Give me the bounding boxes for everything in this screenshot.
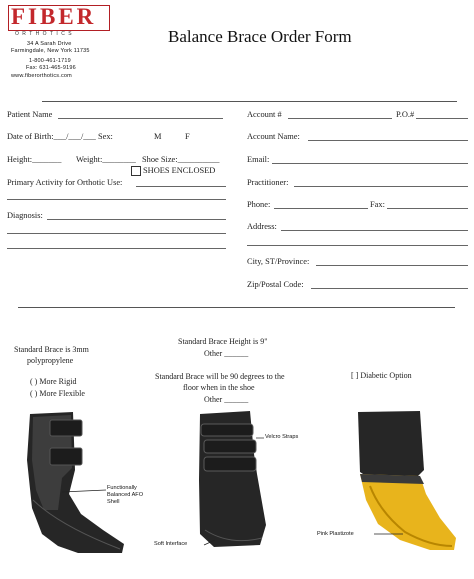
- afo-callout-line-2: Balanced AFO: [107, 492, 144, 498]
- velcro-callout: Velcro Straps: [265, 434, 299, 440]
- city-field[interactable]: [316, 265, 468, 266]
- section-divider: [18, 307, 455, 308]
- address-city: Farmingdale, New York 11735: [11, 48, 90, 54]
- height-label[interactable]: Height:_______: [7, 155, 62, 164]
- sex-m-option[interactable]: M: [154, 132, 162, 141]
- phone-field[interactable]: [274, 208, 368, 209]
- dob-label[interactable]: Date of Birth:___/___/___ Sex:: [7, 132, 113, 141]
- height-other-field[interactable]: Other ______: [204, 349, 249, 358]
- po-number-field[interactable]: [416, 118, 468, 119]
- diagnosis-line-2[interactable]: [7, 233, 226, 234]
- address-web: www.fiberorthotics.com: [11, 73, 72, 79]
- po-number-label: P.O.#: [396, 110, 415, 119]
- logo-subtitle: ORTHOTICS: [15, 31, 75, 37]
- account-name-label: Account Name:: [247, 132, 300, 141]
- diagnosis-line-3[interactable]: [7, 248, 226, 249]
- plastizote-callout: Pink Plastizote: [317, 531, 354, 537]
- primary-activity-line-2[interactable]: [7, 199, 226, 200]
- primary-activity-field[interactable]: [136, 186, 226, 187]
- shoes-enclosed-label: SHOES ENCLOSED: [143, 166, 216, 175]
- material-note-line-1: Standard Brace is 3mm: [14, 345, 89, 354]
- phone-label: Phone:: [247, 200, 271, 209]
- zip-field[interactable]: [311, 288, 468, 289]
- more-flexible-option[interactable]: ( ) More Flexible: [30, 389, 85, 398]
- city-label: City, ST/Province:: [247, 257, 310, 266]
- practitioner-label: Practitioner:: [247, 178, 289, 187]
- account-number-label: Account #: [247, 110, 282, 119]
- fax-label: Fax:: [370, 200, 385, 209]
- angle-note-line-1: Standard Brace will be 90 degrees to the: [155, 372, 285, 381]
- zip-label: Zip/Postal Code:: [247, 280, 304, 289]
- fax-field[interactable]: [387, 208, 468, 209]
- account-number-field[interactable]: [288, 118, 392, 119]
- address-line-2[interactable]: [247, 245, 468, 246]
- address-fax: Fax: 631-465-9196: [26, 65, 76, 71]
- weight-label[interactable]: Weight:________: [76, 155, 136, 164]
- angle-other-field[interactable]: Other ______: [204, 395, 249, 404]
- afo-brace-image: [27, 412, 124, 553]
- account-name-field[interactable]: [308, 140, 468, 141]
- practitioner-field[interactable]: [294, 186, 468, 187]
- soft-interface-callout: Soft Interface: [154, 541, 188, 547]
- email-field[interactable]: [272, 163, 468, 164]
- velcro-brace-image: [199, 411, 266, 547]
- header-divider: [42, 101, 457, 102]
- diagnosis-field[interactable]: [47, 219, 226, 220]
- patient-name-field[interactable]: [58, 118, 223, 119]
- sex-f-option[interactable]: F: [185, 132, 190, 141]
- primary-activity-label: Primary Activity for Orthotic Use:: [7, 178, 123, 187]
- more-rigid-option[interactable]: ( ) More Rigid: [30, 377, 77, 386]
- patient-name-label: Patient Name: [7, 110, 53, 119]
- afo-callout-line-1: Functionally: [107, 485, 137, 491]
- diabetic-option[interactable]: [ ] Diabetic Option: [351, 371, 412, 380]
- diabetic-brace-image: [358, 411, 456, 550]
- afo-callout-line-3: Shell: [107, 499, 120, 505]
- page-title: Balance Brace Order Form: [168, 27, 352, 46]
- angle-note-line-2: floor when in the shoe: [183, 383, 255, 392]
- address-street: 34 A Sarah Drive: [27, 41, 72, 47]
- height-note: Standard Brace Height is 9": [178, 337, 268, 346]
- brace-illustrations: [0, 400, 474, 579]
- address-field[interactable]: [281, 230, 468, 231]
- diagnosis-label: Diagnosis:: [7, 211, 43, 220]
- shoes-enclosed-checkbox[interactable]: [131, 166, 141, 176]
- email-label: Email:: [247, 155, 270, 164]
- address-label: Address:: [247, 222, 277, 231]
- address-phone: 1-800-461-1719: [29, 58, 71, 64]
- shoe-size-label[interactable]: Shoe Size:__________: [142, 155, 220, 164]
- material-note-line-2: polypropylene: [27, 356, 74, 365]
- logo-wordmark: FIBER: [11, 4, 97, 29]
